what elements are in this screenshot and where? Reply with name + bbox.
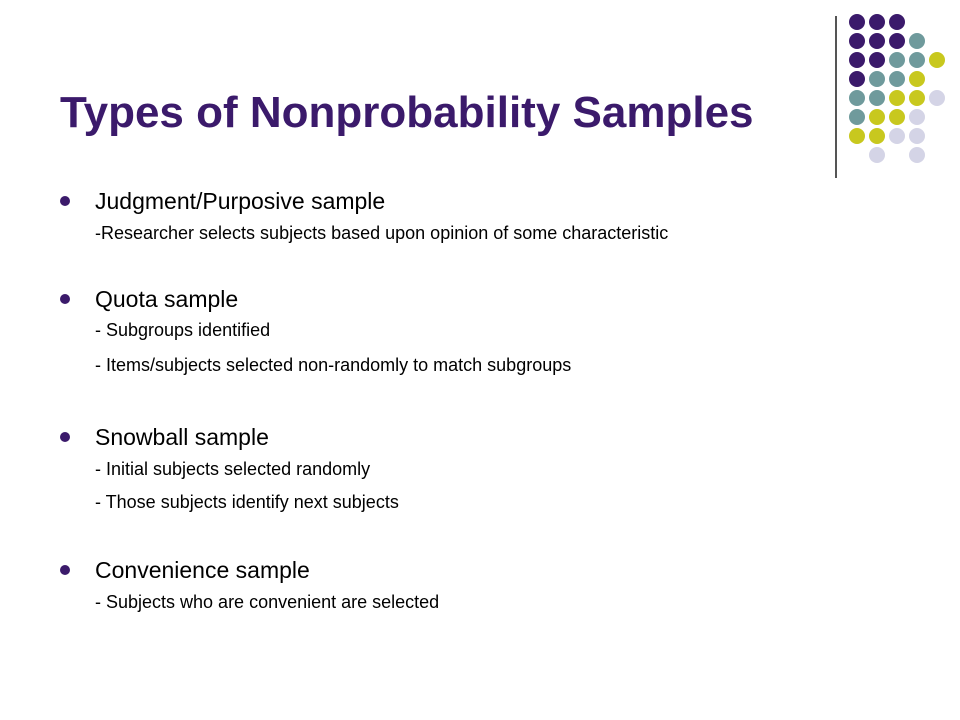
slide-title: Types of Nonprobability Samples <box>60 88 754 137</box>
bullet-heading: Quota sample <box>95 286 239 312</box>
bullet-heading: Convenience sample <box>95 557 310 583</box>
bullet-heading: Snowball sample <box>95 424 269 450</box>
bullet-detail: - Subjects who are convenient are selected <box>95 592 440 612</box>
bullet-marker <box>60 432 70 442</box>
bullet-marker <box>60 294 70 304</box>
bullet-heading: Judgment/Purposive sample <box>95 188 386 214</box>
bullet-detail: - Initial subjects selected randomly <box>95 459 371 479</box>
bullet-marker <box>60 565 70 575</box>
bullet-detail: - Those subjects identify next subjects <box>95 492 399 512</box>
bullet-detail: -Researcher selects subjects based upon opinion of some characteristic <box>95 223 669 243</box>
bullet-detail: - Subgroups identified <box>95 320 271 340</box>
bullet-detail: - Items/subjects selected non-randomly to match subgroups <box>95 355 572 375</box>
bullet-marker <box>60 196 70 206</box>
